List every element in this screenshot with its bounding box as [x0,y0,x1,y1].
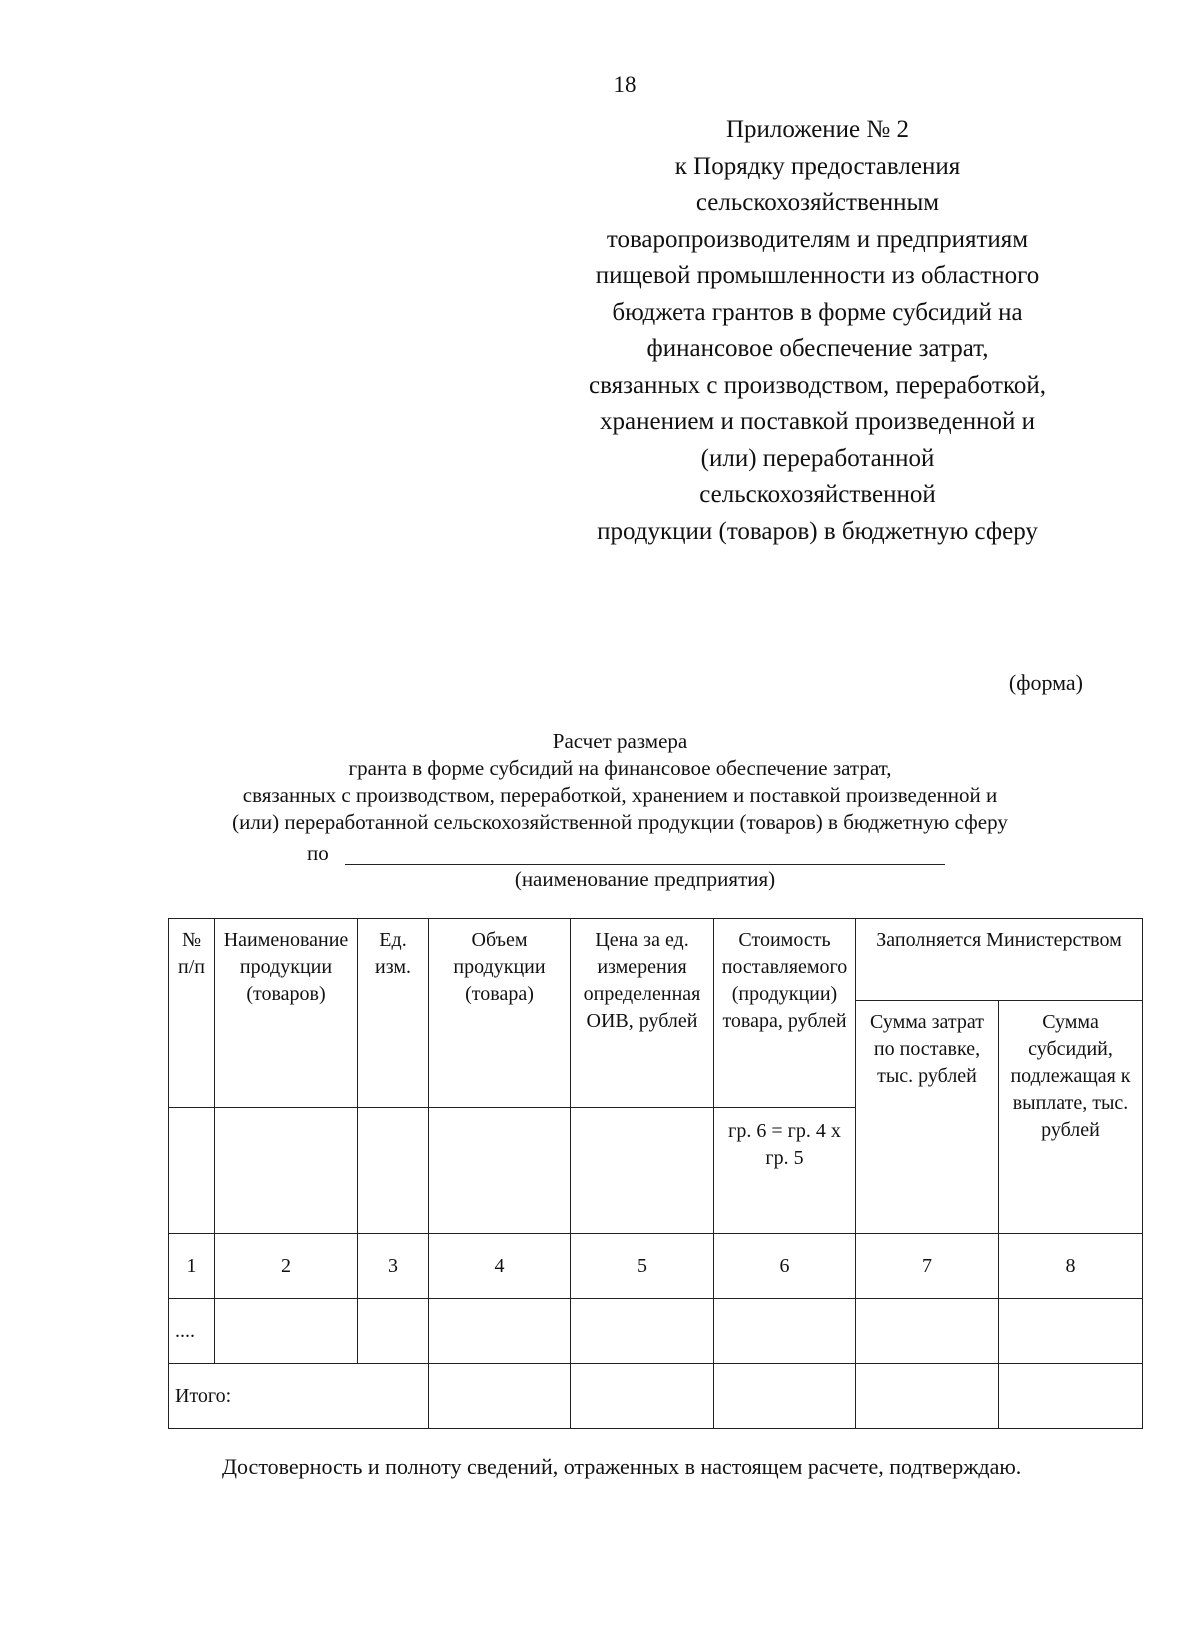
appendix-line: финансовое обеспечение затрат, [646,335,989,362]
header-expense-sum: Сумма затрат по поставке, тыс. рублей [856,1001,999,1234]
table-row-placeholder: .... [169,1299,215,1364]
po-label: по [307,841,329,865]
header-unit-price: Цена за ед. измерения определенная ОИВ, рублей [571,919,714,1108]
appendix-line: связанных с производством, переработкой, [589,371,1046,399]
table-cell[interactable] [999,1299,1143,1364]
appendix-line: пищевой промышленности из областного [595,262,1040,289]
table-cell[interactable] [571,1299,714,1364]
title-line: Расчет размера [552,729,688,753]
header-volume: Объем продукции (товара) [429,919,571,1108]
page-number: 18 [613,72,637,97]
column-number: 5 [571,1234,714,1299]
total-label: Итого: [169,1364,429,1429]
calculation-table [168,918,1143,1429]
table-cell[interactable] [215,1299,358,1364]
table-cell[interactable] [358,1299,429,1364]
appendix-header [545,112,1090,550]
title-line: связанных с производством, переработкой, хранением и поставкой произведенной и [242,783,998,807]
header-ministry-group: Заполняется Министерством [856,919,1143,1001]
organization-caption: (наименование предприятия) [514,867,776,891]
column-number: 6 [714,1234,856,1299]
header-subsidy-sum: Сумма субсидий, подлежащая к выплате, тыс. рублей [999,1001,1143,1234]
column-number: 1 [169,1234,215,1299]
title-line: гранта в форме субсидий на финансовое обеспечение затрат, [348,756,892,780]
form-label: (форма) [1008,670,1083,695]
appendix-line: Приложение № 2 [725,116,910,143]
header-cost-formula: гр. 6 = гр. 4 х гр. 5 [714,1108,856,1234]
column-number: 3 [358,1234,429,1299]
total-cell[interactable] [714,1364,856,1429]
total-cell[interactable] [429,1364,571,1429]
header-product-name: Наименование продукции (товаров) [215,919,358,1108]
document-title [150,728,1090,836]
column-number: 2 [215,1234,358,1299]
header-number: № п/п [169,919,215,1108]
attestation-text: Достоверность и полноту сведений, отраженных в настоящем расчете, подтверждаю. [222,1454,1022,1479]
header-unit: Ед. изм. [358,919,429,1108]
appendix-line: товаропроизводителям и предприятиям [606,225,1029,253]
organization-name-field[interactable] [345,864,945,865]
column-number: 7 [856,1234,999,1299]
total-cell[interactable] [856,1364,999,1429]
total-cell[interactable] [571,1364,714,1429]
appendix-line: (или) переработанной [700,444,935,472]
title-line: (или) переработанной сельскохозяйственной продукции (товаров) в бюджетную сферу [232,810,1008,834]
table-cell[interactable] [429,1299,571,1364]
column-number: 4 [429,1234,571,1299]
table-cell[interactable] [856,1299,999,1364]
appendix-line: сельскохозяйственной [699,481,936,508]
appendix-line: сельскохозяйственным [695,189,940,216]
total-cell[interactable] [999,1364,1143,1429]
header-cost: Стоимость поставляемого (продукции) товара, рублей [714,919,856,1108]
appendix-line: продукции (товаров) в бюджетную сферу [597,517,1038,545]
appendix-line: к Порядку предоставления [674,152,961,180]
appendix-line: хранением и поставкой произведенной и [600,408,1035,435]
table-cell[interactable] [714,1299,856,1364]
column-number: 8 [999,1234,1143,1299]
appendix-line: бюджета грантов в форме субсидий на [612,298,1023,326]
